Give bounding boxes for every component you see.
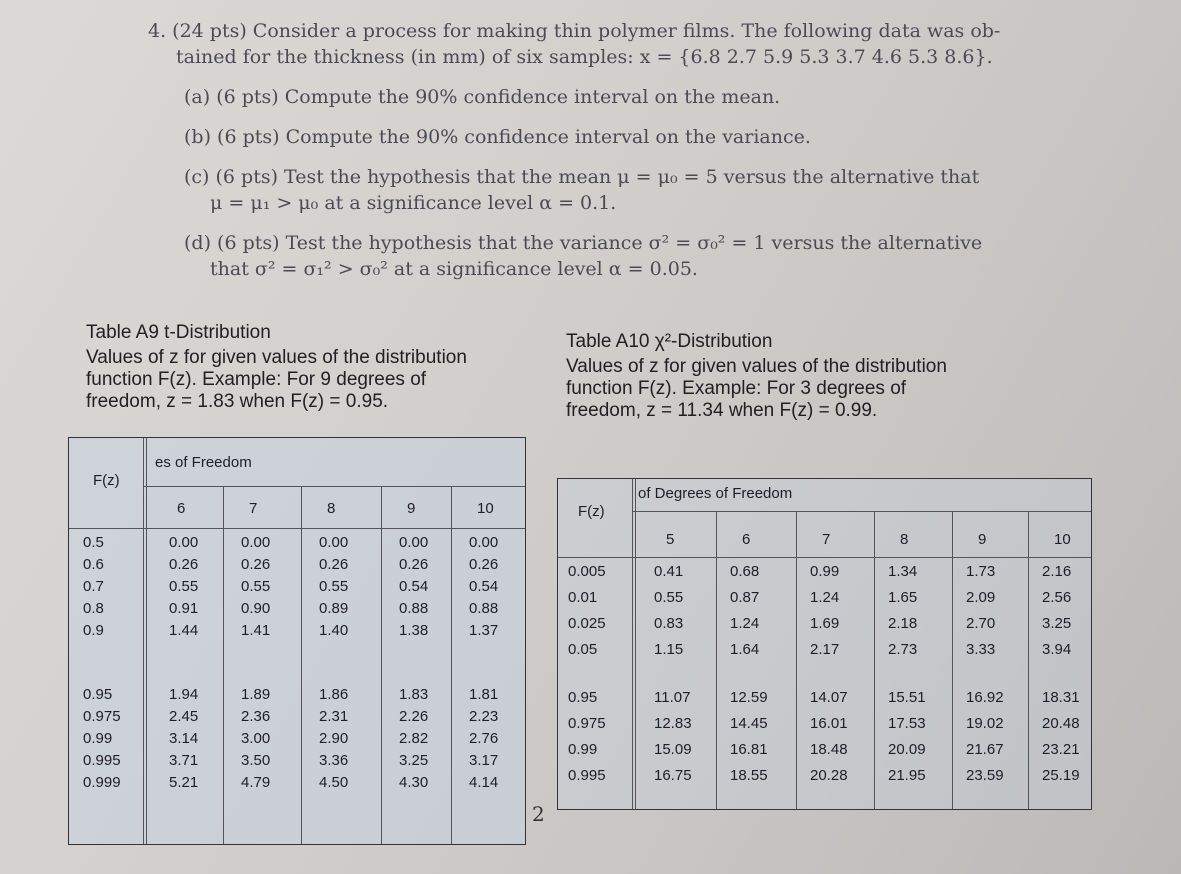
table-cell: 1.69 [810,615,840,632]
table-cell: 0.00 [169,534,199,551]
fz-value: 0.999 [83,774,121,791]
table-cell: 1.73 [966,563,996,580]
table-cell: 18.31 [1042,689,1080,706]
table-divider [558,557,1091,558]
fz-value: 0.995 [83,752,121,769]
fz-value: 0.975 [83,708,121,725]
table-cell: 3.17 [469,752,499,769]
table-cell: 1.44 [169,622,199,639]
table-divider [143,438,144,844]
table-cell: 1.86 [319,686,349,703]
table-cell: 0.26 [399,556,429,573]
table-cell: 0.55 [241,578,271,595]
table-cell: 4.14 [469,774,499,791]
table-cell: 18.48 [810,741,848,758]
table-divider [635,479,636,809]
dof-7: 7 [822,531,831,548]
chi-table-desc-1: Values of z for given values of the distribution [566,356,947,377]
t-table-title: Table A9 t-Distribution [86,322,271,343]
table-cell: 3.00 [241,730,271,747]
table-divider [223,486,224,844]
table-divider [301,486,302,844]
table-divider [381,486,382,844]
table-cell: 0.55 [169,578,199,595]
table-cell: 0.90 [241,600,271,617]
part-c-line-1: (c) (6 pts) Test the hypothesis that the mean μ = μ₀ = 5 versus the alternative that [184,166,980,188]
table-cell: 15.09 [654,741,692,758]
table-cell: 23.59 [966,767,1004,784]
t-table-desc-2: function F(z). Example: For 9 degrees of [86,369,427,390]
part-b: (b) (6 pts) Compute the 90% confidence interval on the variance. [184,126,811,148]
part-a: (a) (6 pts) Compute the 90% confidence interval on the mean. [184,86,781,108]
table-divider [874,511,875,809]
table-cell: 4.50 [319,774,349,791]
table-cell: 16.01 [810,715,848,732]
table-divider [143,486,525,487]
table-cell: 20.48 [1042,715,1080,732]
degrees-of-freedom-header: of Degrees of Freedom [638,485,793,502]
table-cell: 0.55 [319,578,349,595]
dof-10: 10 [477,500,494,517]
fz-value: 0.95 [83,686,113,703]
table-cell: 0.00 [469,534,499,551]
table-cell: 3.25 [399,752,429,769]
table-cell: 2.36 [241,708,271,725]
table-cell: 2.70 [966,615,996,632]
table-cell: 0.89 [319,600,349,617]
table-cell: 3.94 [1042,641,1072,658]
chi-square-distribution-table [557,478,1092,810]
fz-value: 0.6 [83,556,104,573]
table-cell: 1.24 [810,589,840,606]
table-cell: 2.18 [888,615,918,632]
table-divider [796,511,797,809]
fz-value: 0.8 [83,600,104,617]
table-divider [69,528,525,529]
table-cell: 0.41 [654,563,684,580]
table-cell: 0.54 [399,578,429,595]
table-cell: 2.16 [1042,563,1072,580]
t-table-caption [86,322,526,413]
part-d-line-2: that σ² = σ₁² > σ₀² at a significance level α = 0.05. [210,258,698,280]
table-cell: 1.15 [654,641,684,658]
table-cell: 23.21 [1042,741,1080,758]
table-cell: 16.75 [654,767,692,784]
problem-line-1: 4. (24 pts) Consider a process for making thin polymer films. The following data was ob- [148,20,1001,42]
table-cell: 2.26 [399,708,429,725]
table-cell: 0.87 [730,589,760,606]
fz-header: F(z) [93,472,120,489]
table-cell: 2.23 [469,708,499,725]
dof-5: 5 [666,531,675,548]
table-cell: 1.37 [469,622,499,639]
problem-statement [148,18,1028,282]
t-distribution-table [68,437,526,845]
table-cell: 0.83 [654,615,684,632]
fz-value: 0.025 [568,615,606,632]
table-cell: 2.17 [810,641,840,658]
dof-10: 10 [1054,531,1071,548]
table-cell: 3.25 [1042,615,1072,632]
table-cell: 4.30 [399,774,429,791]
table-cell: 0.99 [810,563,840,580]
table-cell: 1.89 [241,686,271,703]
table-cell: 2.76 [469,730,499,747]
table-cell: 21.95 [888,767,926,784]
table-cell: 0.26 [169,556,199,573]
table-cell: 2.09 [966,589,996,606]
fz-value: 0.95 [568,689,598,706]
part-c-line-2: μ = μ₁ > μ₀ at a significance level α = 0.1. [210,192,617,214]
fz-value: 0.9 [83,622,104,639]
table-cell: 21.67 [966,741,1004,758]
problem-line-2: tained for the thickness (in mm) of six samples: x = {6.8 2.7 5.9 5.3 3.7 4.6 5.3 8.6}. [176,46,993,68]
table-cell: 3.71 [169,752,199,769]
dof-8: 8 [327,500,336,517]
fz-value: 0.995 [568,767,606,784]
table-cell: 0.88 [399,600,429,617]
table-cell: 14.45 [730,715,768,732]
table-divider [146,438,147,844]
table-cell: 2.31 [319,708,349,725]
table-cell: 1.81 [469,686,499,703]
table-cell: 1.65 [888,589,918,606]
dof-8: 8 [900,531,909,548]
table-cell: 2.73 [888,641,918,658]
table-cell: 2.90 [319,730,349,747]
fz-value: 0.005 [568,563,606,580]
table-divider [632,511,1091,512]
table-cell: 0.88 [469,600,499,617]
table-cell: 19.02 [966,715,1004,732]
table-divider [451,486,452,844]
table-cell: 1.83 [399,686,429,703]
dof-9: 9 [407,500,416,517]
table-cell: 3.33 [966,641,996,658]
table-cell: 0.55 [654,589,684,606]
page-number: 2 [532,802,545,826]
table-cell: 3.50 [241,752,271,769]
table-cell: 4.79 [241,774,271,791]
fz-value: 0.99 [568,741,598,758]
table-cell: 1.41 [241,622,271,639]
t-table-desc-1: Values of z for given values of the distribution [86,347,467,368]
table-cell: 20.09 [888,741,926,758]
table-cell: 0.00 [399,534,429,551]
fz-value: 0.05 [568,641,598,658]
dof-7: 7 [249,500,258,517]
table-cell: 1.24 [730,615,760,632]
table-cell: 12.83 [654,715,692,732]
chi-table-desc-3: freedom, z = 11.34 when F(z) = 0.99. [566,400,878,421]
table-divider [716,511,717,809]
part-d-line-1: (d) (6 pts) Test the hypothesis that the variance σ² = σ₀² = 1 versus the alternative [184,232,983,254]
table-cell: 0.00 [241,534,271,551]
table-cell: 18.55 [730,767,768,784]
table-cell: 0.00 [319,534,349,551]
table-divider [952,511,953,809]
table-cell: 2.82 [399,730,429,747]
table-cell: 20.28 [810,767,848,784]
table-cell: 2.56 [1042,589,1072,606]
table-cell: 16.92 [966,689,1004,706]
table-cell: 3.36 [319,752,349,769]
t-table-desc-3: freedom, z = 1.83 when F(z) = 0.95. [86,391,389,412]
table-cell: 25.19 [1042,767,1080,784]
table-cell: 14.07 [810,689,848,706]
table-cell: 0.26 [319,556,349,573]
fz-value: 0.01 [568,589,598,606]
table-divider [1028,511,1029,809]
table-cell: 3.14 [169,730,199,747]
table-cell: 1.40 [319,622,349,639]
table-cell: 1.34 [888,563,918,580]
fz-header: F(z) [578,503,605,520]
dof-9: 9 [978,531,987,548]
dof-6: 6 [177,500,186,517]
chi-table-desc-2: function F(z). Example: For 3 degrees of [566,378,907,399]
table-cell: 0.26 [241,556,271,573]
fz-value: 0.975 [568,715,606,732]
table-cell: 0.26 [469,556,499,573]
table-cell: 2.45 [169,708,199,725]
chi-table-title: Table A10 χ²-Distribution [566,331,773,352]
fz-value: 0.7 [83,578,104,595]
table-cell: 1.94 [169,686,199,703]
table-cell: 0.91 [169,600,199,617]
table-cell: 11.07 [654,689,691,706]
table-cell: 0.68 [730,563,760,580]
table-cell: 12.59 [730,689,768,706]
table-cell: 0.54 [469,578,499,595]
table-cell: 5.21 [169,774,199,791]
chi-table-caption [566,331,1036,422]
table-cell: 15.51 [888,689,926,706]
table-cell: 1.64 [730,641,760,658]
table-divider [632,479,633,809]
degrees-of-freedom-header: es of Freedom [155,454,252,471]
table-cell: 17.53 [888,715,926,732]
dof-6: 6 [742,531,751,548]
fz-value: 0.5 [83,534,104,551]
table-cell: 16.81 [730,741,768,758]
table-cell: 1.38 [399,622,429,639]
fz-value: 0.99 [83,730,113,747]
